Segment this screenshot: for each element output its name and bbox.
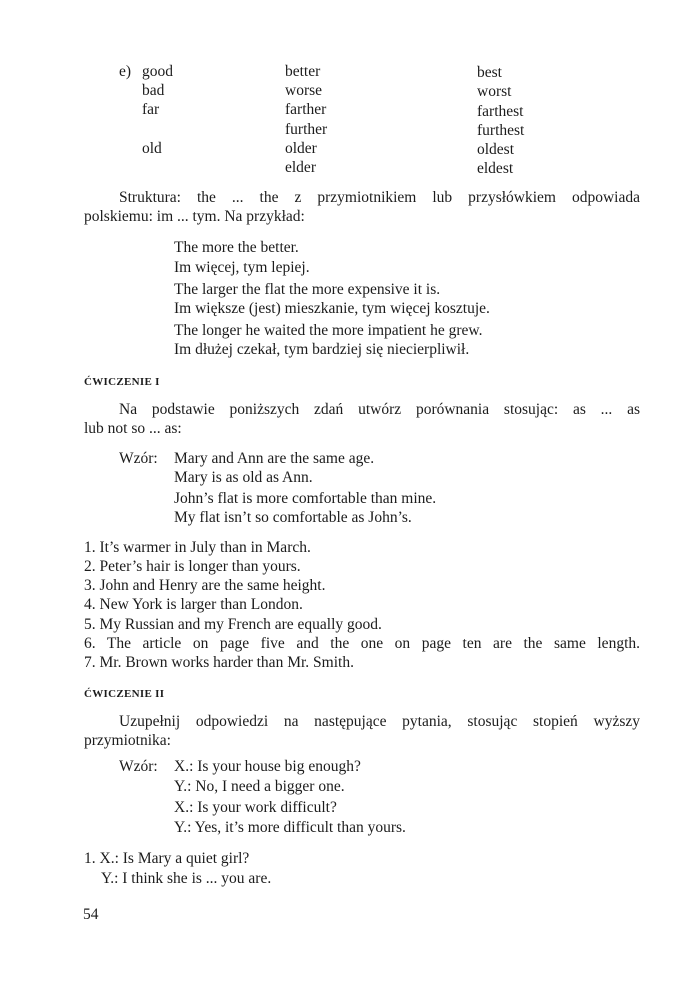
paragraph-line: polskiemu: im ... tym. Na przykład: — [84, 208, 305, 225]
pattern-line: Y.: Yes, it’s more difficult than yours. — [174, 819, 406, 836]
superlative-word: best — [477, 64, 502, 81]
superlative-word: eldest — [477, 160, 514, 177]
pattern-line: X.: Is your house big enough? — [174, 758, 361, 775]
example-line: The more the better. — [174, 239, 299, 256]
superlative-word: oldest — [477, 141, 515, 158]
page-number: 54 — [83, 906, 99, 923]
superlative-word: furthest — [477, 122, 525, 139]
base-word: far — [142, 101, 160, 118]
instruction-line: Na podstawie poniższych zdań utwórz porównania stosując: as ... as — [119, 401, 640, 418]
exercise-heading: ĆWICZENIE II — [84, 688, 165, 700]
pattern-line: My flat isn’t so comfortable as John’s. — [174, 509, 412, 526]
base-word: old — [142, 140, 162, 157]
pattern-line: Y.: No, I need a bigger one. — [174, 778, 345, 795]
example-line: Im większe (jest) mieszkanie, tym więcej kosztuje. — [174, 300, 490, 317]
list-prefix: e) — [119, 63, 132, 80]
exercise-item: 2. Peter’s hair is longer than yours. — [84, 558, 301, 575]
example-line: The longer he waited the more impatient he grew. — [174, 322, 483, 339]
pattern-label: Wzór: — [119, 758, 158, 775]
pattern-label: Wzór: — [119, 450, 158, 467]
superlative-word: farthest — [477, 103, 524, 120]
pattern-line: Mary and Ann are the same age. — [174, 450, 375, 467]
comparative-word: farther — [285, 101, 327, 118]
comparative-word: worse — [285, 82, 323, 99]
exercise-item: 1. X.: Is Mary a quiet girl? — [84, 850, 250, 867]
pattern-line: Mary is as old as Ann. — [174, 469, 313, 486]
paragraph-line: Struktura: the ... the z przymiotnikiem lub przysłówkiem odpowiada — [119, 189, 640, 206]
exercise-item: 4. New York is larger than London. — [84, 596, 303, 613]
exercise-heading: ĆWICZENIE I — [84, 376, 160, 388]
superlative-word: worst — [477, 83, 512, 100]
instruction-line: lub not so ... as: — [84, 420, 182, 437]
instruction-line: przymiotnika: — [84, 732, 171, 749]
pattern-line: X.: Is your work difficult? — [174, 799, 337, 816]
pattern-line: John’s flat is more comfortable than mine. — [174, 490, 437, 507]
exercise-item-answer: Y.: I think she is ... you are. — [101, 870, 272, 887]
comparative-word: further — [285, 121, 328, 138]
exercise-item: 3. John and Henry are the same height. — [84, 577, 326, 594]
exercise-item: 7. Mr. Brown works harder than Mr. Smith. — [84, 654, 354, 671]
exercise-item: 1. It’s warmer in July than in March. — [84, 539, 311, 556]
base-word: bad — [142, 82, 165, 99]
example-line: Im dłużej czekał, tym bardziej się niecierpliwił. — [174, 341, 470, 358]
base-word: good — [142, 63, 173, 80]
exercise-item: 6. The article on page five and the one on page ten are the same length. — [84, 635, 640, 652]
example-line: Im więcej, tym lepiej. — [174, 259, 310, 276]
exercise-item: 5. My Russian and my French are equally good. — [84, 616, 382, 633]
comparative-word: older — [285, 140, 317, 157]
example-line: The larger the flat the more expensive it is. — [174, 281, 441, 298]
comparative-word: better — [285, 63, 321, 80]
instruction-line: Uzupełnij odpowiedzi na następujące pytania, stosując stopień wyższy — [119, 713, 640, 730]
comparative-word: elder — [285, 159, 316, 176]
